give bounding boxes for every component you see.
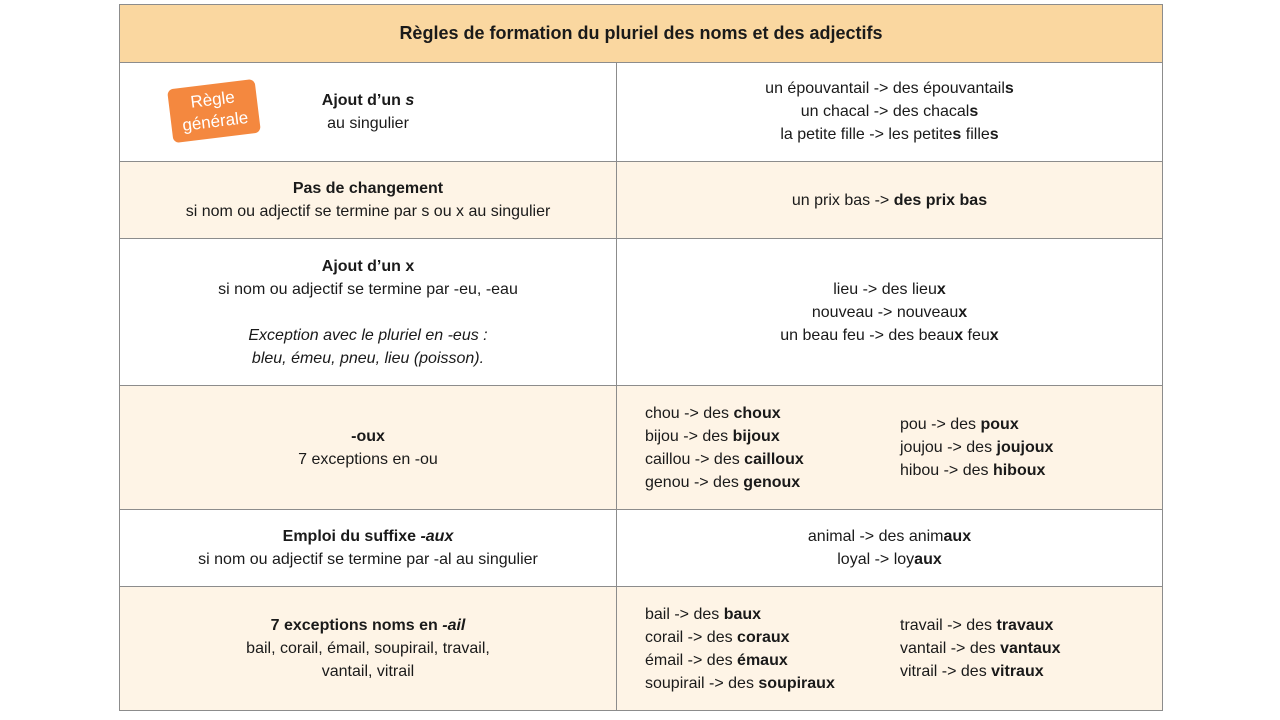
example-line: un beau feu -> des beaux feux (780, 326, 999, 344)
rule-cell (120, 386, 617, 509)
example-line: un épouvantail -> des épouvantails (765, 80, 1014, 97)
example-line: la petite fille -> les petites filles (780, 126, 999, 143)
examples-cell (617, 386, 1162, 509)
table-row-ail (120, 587, 1162, 710)
rule-title: -oux (351, 427, 385, 445)
rule-description-line1: bail, corail, émail, soupirail, travail, (246, 640, 490, 657)
examples-column-right (900, 413, 1140, 482)
rule-description: si nom ou adjectif se termine par s ou x au singulier (185, 203, 551, 220)
example-line: vantail -> des vantaux (900, 640, 1061, 657)
examples-cell (617, 587, 1162, 710)
examples-column-right (900, 614, 1140, 683)
examples-column-left (645, 603, 900, 695)
rule-description: si nom ou adjectif se termine par -eu, -eau (218, 280, 518, 298)
rule-cell (120, 587, 617, 710)
rule-description-line2: vantail, vitrail (321, 663, 415, 680)
plural-rules-table (119, 4, 1163, 711)
exception-note-line1: Exception avec le pluriel en -eus : (248, 326, 488, 344)
badge-line1: Règle (189, 87, 236, 112)
example-line: hibou -> des hiboux (900, 462, 1046, 479)
examples-cell (617, 162, 1162, 238)
example-line: lieu -> des lieux (833, 280, 946, 298)
table-row-no-change (120, 162, 1162, 239)
example-line: pou -> des poux (900, 416, 1019, 433)
rule-cell (120, 239, 617, 385)
example-line: nouveau -> nouveaux (811, 303, 968, 321)
example-line: émail -> des émaux (645, 651, 788, 669)
example-line: un chacal -> des chacals (800, 103, 979, 120)
table-row-add-x (120, 239, 1162, 386)
example-line: un prix bas -> des prix bas (791, 191, 988, 209)
rule-cell (120, 162, 617, 238)
example-line: vitrail -> des vitraux (900, 663, 1044, 680)
example-line: soupirail -> des soupiraux (645, 674, 835, 692)
rule-description: 7 exceptions en -ou (298, 450, 438, 468)
examples-cell (617, 239, 1162, 385)
table-row-aux (120, 510, 1162, 587)
example-line: travail -> des travaux (900, 617, 1054, 634)
rule-description: si nom ou adjectif se termine par -al au singulier (198, 551, 538, 568)
examples-column-left (645, 402, 900, 494)
table-row-oux (120, 386, 1162, 510)
rule-title: Ajout d’un x (321, 257, 415, 275)
example-line: animal -> des animaux (807, 528, 972, 545)
rule-title: Ajout d’un s (321, 91, 415, 109)
examples-cell (617, 510, 1162, 586)
exception-note-line2: bleu, émeu, pneu, lieu (poisson). (251, 349, 485, 367)
example-line: loyal -> loyaux (837, 551, 942, 568)
rule-cell (120, 510, 617, 586)
example-line: bijou -> des bijoux (645, 427, 780, 445)
rule-title: Emploi du suffixe -aux (282, 528, 454, 545)
example-line: joujou -> des joujoux (900, 439, 1054, 456)
rule-title: 7 exceptions noms en -ail (270, 617, 466, 634)
example-line: corail -> des coraux (645, 628, 790, 646)
rule-cell (120, 62, 617, 161)
example-line: chou -> des choux (645, 404, 781, 422)
general-rule-badge (167, 79, 261, 143)
table-row-general-rule (120, 62, 1162, 162)
badge-line2: générale (181, 107, 250, 135)
example-line: genou -> des genoux (645, 473, 801, 491)
example-line: caillou -> des cailloux (645, 450, 804, 468)
rule-title: Pas de changement (292, 180, 444, 197)
example-line: bail -> des baux (645, 605, 762, 623)
table-title: Règles de formation du pluriel des noms et des adjectifs (120, 5, 1162, 63)
rule-description: au singulier (327, 114, 409, 132)
examples-cell (617, 62, 1162, 161)
